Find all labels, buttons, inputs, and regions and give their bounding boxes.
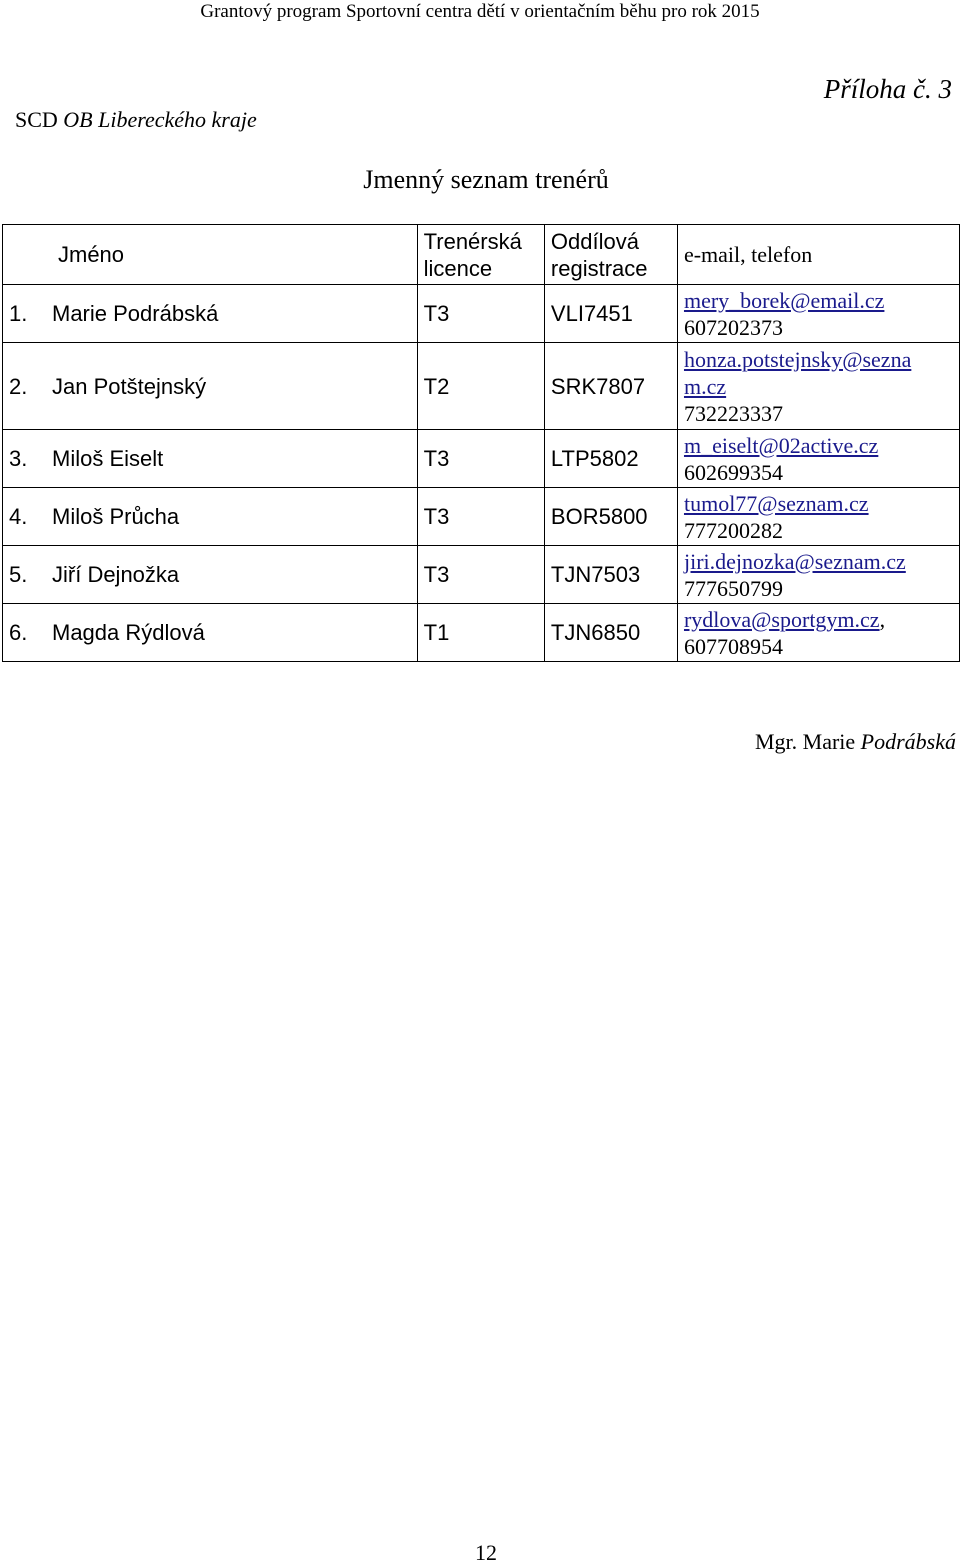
column-header-license <box>417 225 544 285</box>
email-line <box>684 432 953 459</box>
table-header-row <box>3 225 960 285</box>
cell-name <box>3 488 418 546</box>
email-link[interactable]: jiri.dejnozka@seznam.cz <box>683 548 906 574</box>
cell-license: T3 <box>417 430 544 488</box>
column-header-name: Jméno <box>3 225 418 285</box>
column-header-license-line1: Trenérská <box>423 228 522 254</box>
cell-contact <box>677 285 959 343</box>
phone-number: 777200282 <box>683 517 783 543</box>
organization-name <box>15 106 257 134</box>
cell-name <box>3 546 418 604</box>
table-row <box>3 430 960 488</box>
phone-number: 602699354 <box>683 459 783 485</box>
cell-name <box>3 430 418 488</box>
cell-registration: TJN6850 <box>544 604 677 662</box>
annex-label: Příloha č. 3 <box>823 74 952 104</box>
email-link[interactable]: tumol77@seznam.cz <box>683 490 869 516</box>
email-suffix: , <box>879 606 886 632</box>
column-header-registration-line2: registrace <box>550 255 648 281</box>
column-header-license-line2: licence <box>423 255 493 281</box>
cell-contact <box>677 546 959 604</box>
email-line <box>684 490 953 517</box>
cell-contact <box>677 430 959 488</box>
phone-number: 777650799 <box>683 575 783 601</box>
cell-registration: VLI7451 <box>544 285 677 343</box>
email-link[interactable]: rydlova@sportgym.cz <box>683 606 880 632</box>
cell-contact <box>677 488 959 546</box>
cell-registration: TJN7503 <box>544 546 677 604</box>
cell-contact <box>677 343 959 430</box>
table-row <box>3 546 960 604</box>
cell-license: T1 <box>417 604 544 662</box>
cell-name <box>3 343 418 430</box>
phone-number: 607708954 <box>683 633 783 659</box>
row-number: 4. <box>9 504 28 529</box>
email-line <box>684 606 953 633</box>
table-row <box>3 604 960 662</box>
coach-name: Miloš Průcha <box>52 504 180 529</box>
page-number: 12 <box>475 1540 497 1565</box>
email-link[interactable]: mery_borek@email.cz <box>683 287 885 313</box>
cell-registration: SRK7807 <box>544 343 677 430</box>
row-number: 5. <box>9 562 28 587</box>
coach-name: Miloš Eiselt <box>52 446 164 471</box>
row-number: 1. <box>9 301 28 326</box>
phone-number: 607202373 <box>683 314 783 340</box>
column-header-contact: e-mail, telefon <box>677 225 959 285</box>
coach-name: Marie Podrábská <box>52 301 219 326</box>
running-header: Grantový program Sportovní centra dětí v orientačním běhu pro rok 2015 <box>200 1 760 22</box>
cell-registration: LTP5802 <box>544 430 677 488</box>
cell-registration: BOR5800 <box>544 488 677 546</box>
signature-surname: Podrábská <box>860 729 956 754</box>
cell-license: T3 <box>417 546 544 604</box>
email-link-continued[interactable]: m.cz <box>683 373 727 399</box>
cell-contact <box>677 604 959 662</box>
email-line-continued <box>684 373 953 400</box>
signature-title: Mgr. Marie <box>754 729 856 754</box>
email-line <box>684 346 953 373</box>
coach-name: Jan Potštejnský <box>52 373 207 399</box>
column-header-registration-line1: Oddílová <box>550 228 639 254</box>
cell-name <box>3 285 418 343</box>
column-header-registration <box>544 225 677 285</box>
email-link[interactable]: m_eiselt@02active.cz <box>683 432 879 458</box>
row-number: 2. <box>9 373 28 399</box>
table-row <box>3 488 960 546</box>
document-title: Jmenný seznam trenérů <box>363 165 609 194</box>
row-number: 3. <box>9 446 28 471</box>
email-line <box>684 548 953 575</box>
coach-name: Magda Rýdlová <box>52 620 205 645</box>
signature <box>755 728 956 756</box>
table-row <box>3 285 960 343</box>
email-link[interactable]: honza.potstejnsky@sezna <box>683 346 912 372</box>
cell-license: T2 <box>417 343 544 430</box>
cell-license: T3 <box>417 285 544 343</box>
email-line <box>684 287 953 314</box>
coach-list-table <box>2 224 960 662</box>
cell-license: T3 <box>417 488 544 546</box>
phone-number: 732223337 <box>683 400 783 426</box>
table-row <box>3 343 960 430</box>
organization-region: OB Libereckého kraje <box>63 107 257 132</box>
organization-prefix: SCD <box>15 107 58 132</box>
coach-name: Jiří Dejnožka <box>52 562 180 587</box>
cell-name <box>3 604 418 662</box>
row-number: 6. <box>9 620 28 645</box>
